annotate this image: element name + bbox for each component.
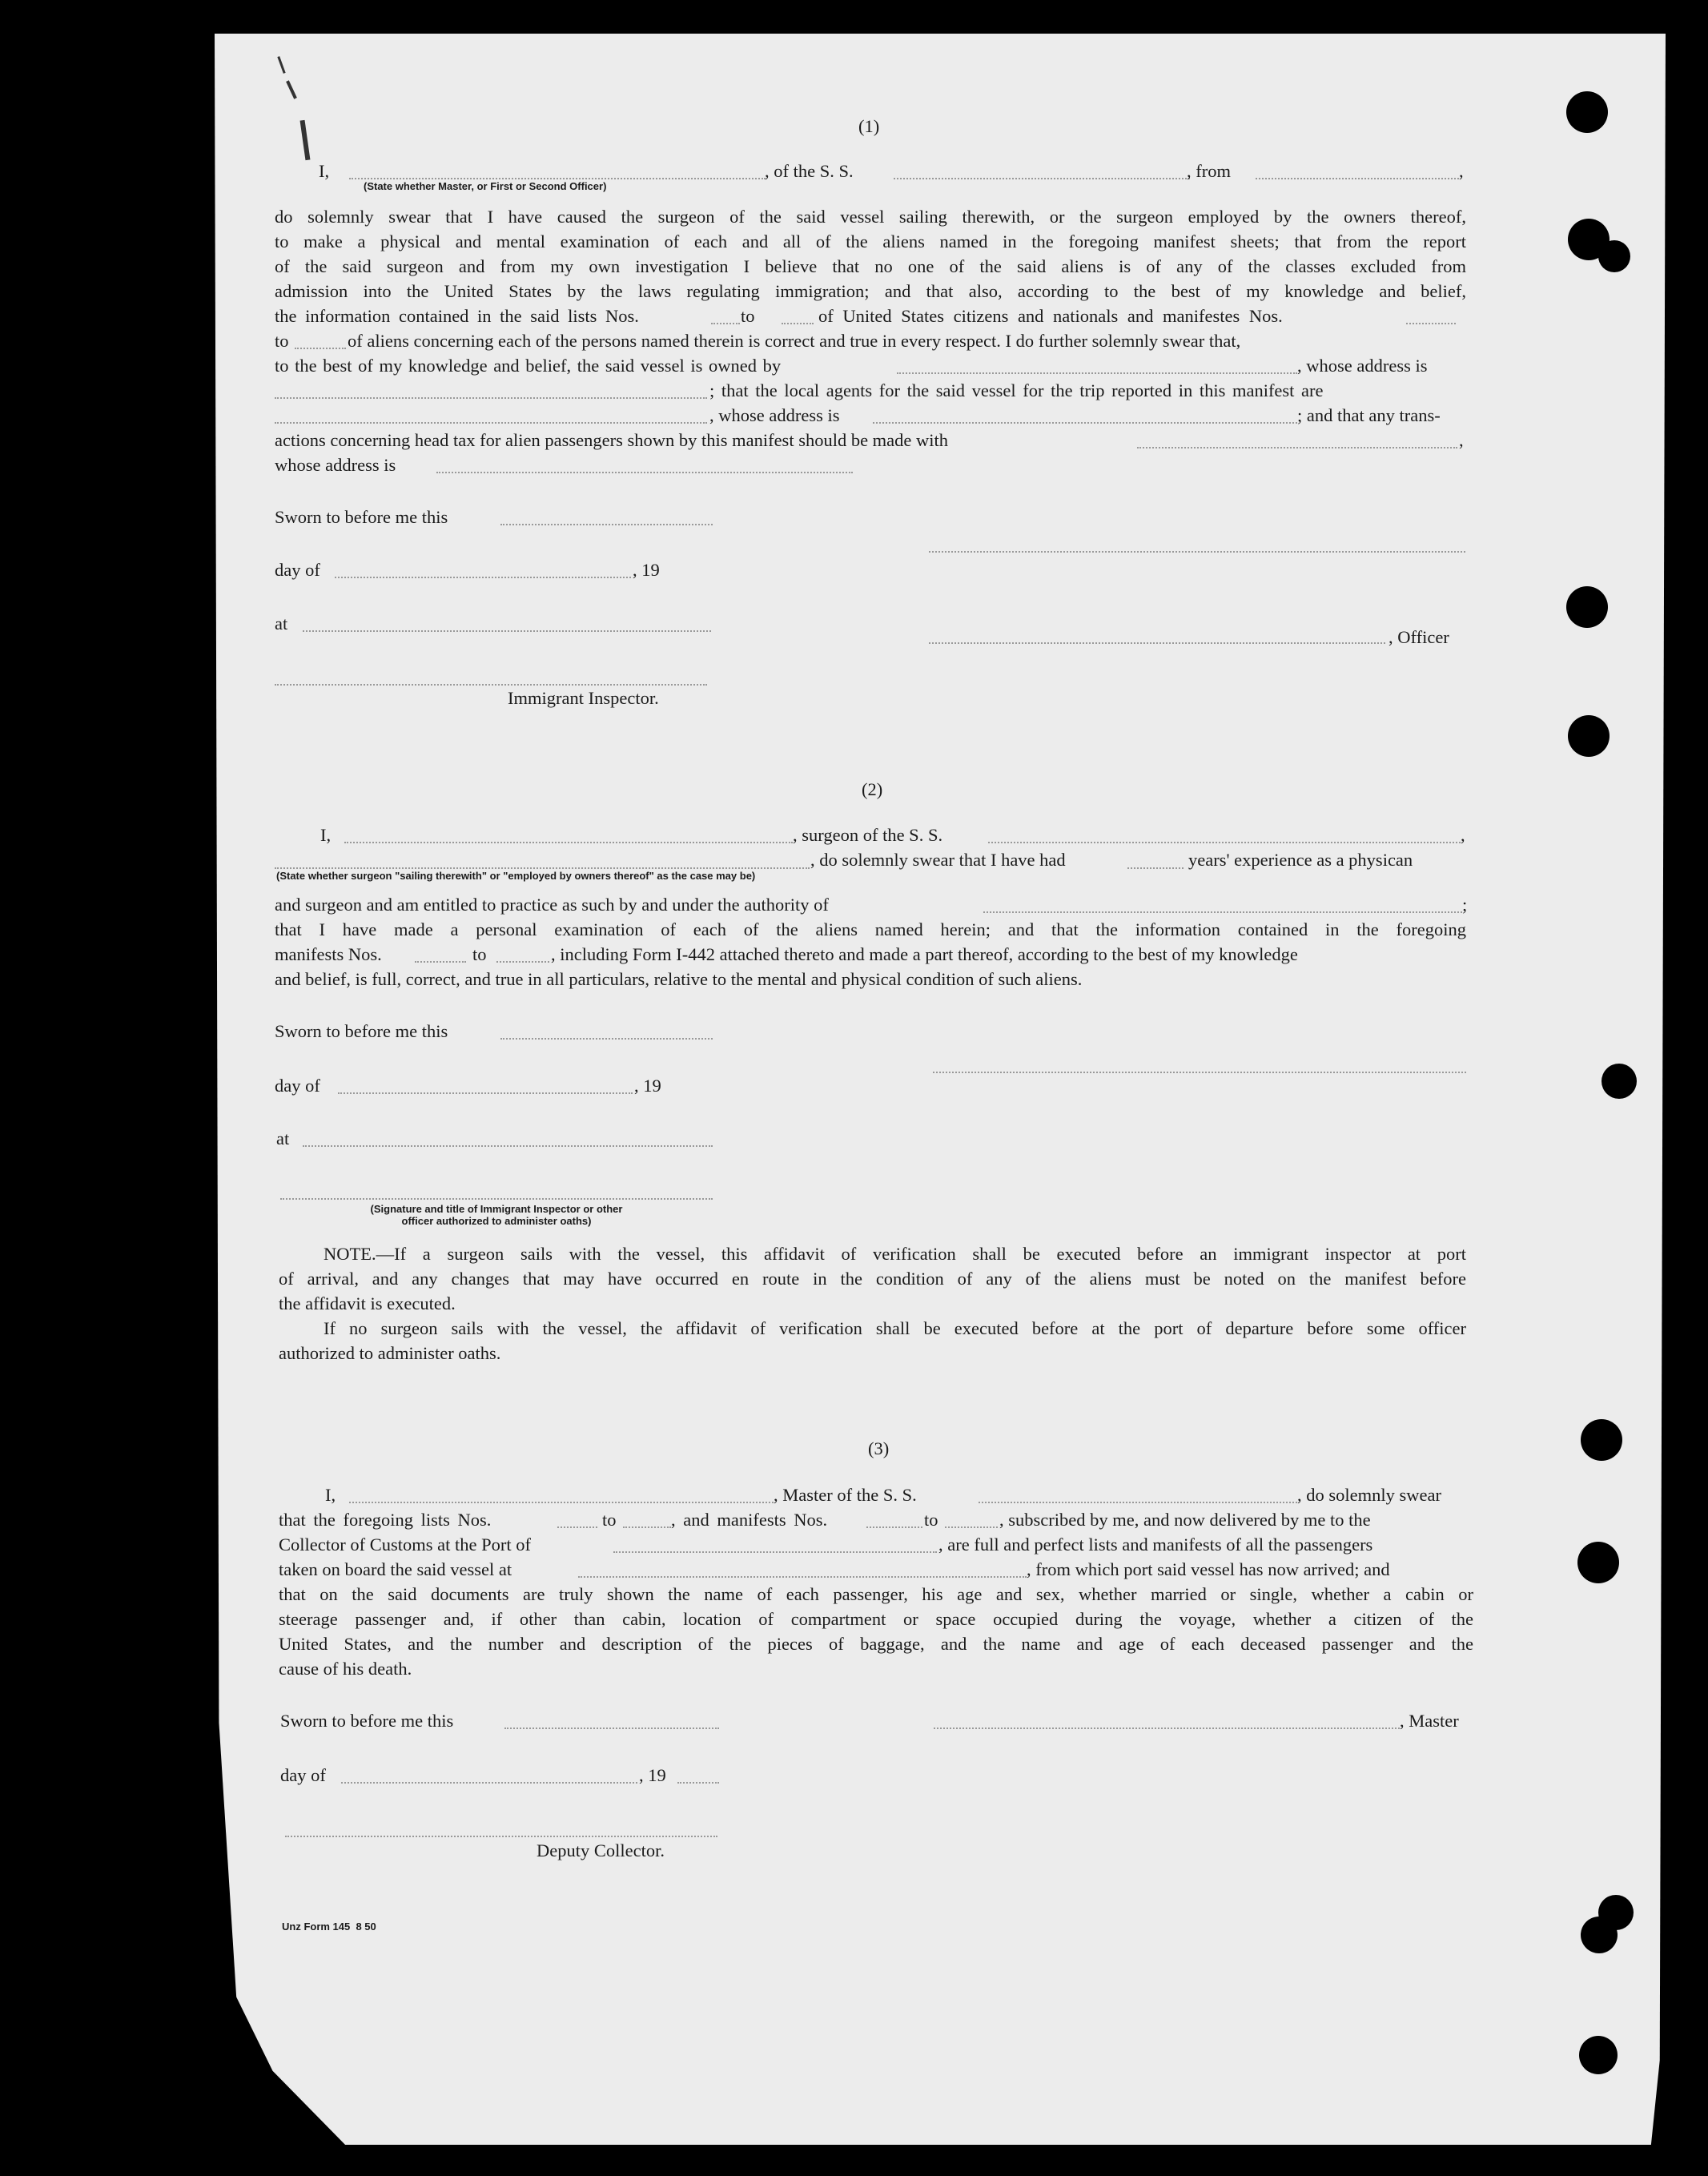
s1-sworn: Sworn to before me this [275, 507, 448, 527]
s3-l2d: to [924, 1510, 938, 1530]
note-line: If no surgeon sails with the vessel, the affidavit of verification shall be executed before at the port of departure before some officer [324, 1318, 1466, 1338]
s1-l7a: to the best of my knowledge and belief, the said vessel is owned by [275, 356, 782, 376]
s3-body-line: United States, and the number and description of the pieces of baggage, and the name and age of each deceased passenger and the [279, 1634, 1473, 1654]
blank-signature[interactable] [929, 549, 1465, 553]
s3-l3a: Collector of Customs at the Port of [279, 1534, 531, 1555]
s3-l3b: , are full and perfect lists and manifests of all the passengers [938, 1534, 1373, 1555]
s1-at: at [275, 613, 288, 633]
blank-place[interactable] [303, 629, 711, 632]
s3-l1a: I, [325, 1485, 336, 1505]
blank-head-tax-party[interactable] [1137, 445, 1457, 448]
s1-l9b: ; and that any trans- [1297, 405, 1441, 425]
s2-dayof: day of [275, 1076, 320, 1096]
note-line: the affidavit is executed. [279, 1293, 456, 1313]
blank-owner[interactable] [897, 371, 1297, 374]
blank-agent-address[interactable] [873, 420, 1297, 424]
blank-surgeon-capacity[interactable] [275, 866, 810, 869]
s3-l1b: , Master of the S. S. [774, 1485, 917, 1505]
blank-departure-port[interactable] [578, 1575, 1027, 1578]
punch-hole [1566, 586, 1608, 628]
note-line: NOTE.—If a surgeon sails with the vessel, this affidavit of verification shall be executed before an immigrant inspector at port [324, 1244, 1466, 1264]
s1-l5b: to [741, 306, 755, 326]
blank-master-ship[interactable] [979, 1500, 1297, 1503]
blank-customs-port[interactable] [613, 1550, 937, 1553]
blank-master-name[interactable] [349, 1500, 774, 1503]
s1-body-line: of the said surgeon and from my own investigation I believe that no one of the said aliens is of any of the classes excluded from [275, 256, 1466, 276]
blank-officer-name[interactable] [349, 176, 766, 179]
punch-hole [1581, 1419, 1622, 1461]
s1-l6a: to [275, 331, 289, 351]
s3-l2e: , subscribed by me, and now delivered by me to the [999, 1510, 1371, 1530]
blank-lists-from[interactable] [557, 1525, 597, 1528]
s3-l2b: to [602, 1510, 617, 1530]
blank-ship-name[interactable] [894, 176, 1190, 179]
blank-list-to[interactable] [782, 321, 814, 324]
s3-body-line: cause of his death. [279, 1659, 412, 1679]
blank-manifest-from[interactable] [1406, 321, 1456, 324]
s1-l11: whose address is [275, 455, 396, 475]
s2-l2b: years' experience as a physican [1188, 850, 1413, 870]
blank-place[interactable] [303, 1144, 713, 1147]
s1-dayof: day of [275, 560, 320, 580]
section3-heading: (3) [868, 1438, 890, 1458]
s1-l5c: of United States citizens and nationals and manifestes Nos. [818, 306, 1283, 326]
section2-heading: (2) [862, 779, 883, 799]
blank-sworn-day[interactable] [504, 1726, 719, 1729]
s2-l6: and belief, is full, correct, and true in all particulars, relative to the mental and physical condition of such aliens. [275, 969, 1083, 989]
s3-body-line: that on the said documents are truly shown the name of each passenger, his age and sex, whether married or single, whether a cabin or [279, 1584, 1473, 1604]
s3-l1c: , do solemnly swear [1297, 1485, 1441, 1505]
blank-from-port[interactable] [1256, 176, 1459, 179]
punch-hole [1568, 715, 1610, 757]
blank-year[interactable] [677, 1780, 719, 1784]
blank-manifest-to[interactable] [295, 346, 346, 349]
s2-l5c: , including Form I-442 attached thereto and made a part thereof, according to the best of my knowledge [551, 944, 1298, 964]
punch-hole [1579, 2036, 1618, 2074]
s1-I: I, [319, 161, 330, 181]
s1-of-ss: , of the S. S. [765, 161, 854, 181]
s1-l8: ; that the local agents for the said vessel for the trip reported in this manifest are [709, 380, 1324, 400]
s2-l5a: manifests Nos. [275, 944, 382, 964]
blank-surgeon-ship[interactable] [988, 840, 1461, 843]
blank-manifest-to[interactable] [496, 959, 549, 963]
punch-hole [1577, 1542, 1619, 1583]
punch-hole [1566, 91, 1608, 133]
sig-note-1: (Signature and title of Immigrant Inspector or other [370, 1203, 623, 1215]
s1-body-line: do solemnly swear that I have caused the surgeon of the said vessel sailing therewith, or the surgeon employed by the owners thereof, [275, 207, 1466, 227]
s1-from: , from [1187, 161, 1231, 181]
blank-sworn-day[interactable] [500, 1036, 713, 1040]
s2-l1a: I, [320, 825, 332, 845]
form-number: Unz Form 145 8 50 [282, 1921, 376, 1933]
s3-body-line: steerage passenger and, if other than cabin, location of compartment or space occupied during the voyage, whether a citizen of the [279, 1609, 1473, 1629]
s2-sworn: Sworn to before me this [275, 1021, 448, 1041]
s1-l5a: the information contained in the said lists Nos. [275, 306, 639, 326]
s2-l4: that I have made a personal examination of each of the aliens named herein; and that the information contained in the foregoing [275, 919, 1466, 939]
blank-month[interactable] [335, 575, 631, 578]
note-line: of arrival, and any changes that may have occurred en route in the condition of any of the aliens must be noted on the manifest before [279, 1269, 1466, 1289]
s3-year: , 19 [639, 1765, 666, 1785]
s1-officer: , Officer [1389, 627, 1449, 647]
blank-manifests-to[interactable] [945, 1525, 998, 1528]
blank-lists-to[interactable] [623, 1525, 671, 1528]
s3-deputy: Deputy Collector. [537, 1840, 665, 1860]
blank-head-tax-address[interactable] [436, 470, 853, 473]
s1-year: , 19 [633, 560, 660, 580]
blank-sworn-day[interactable] [500, 522, 713, 525]
blank-owner-address[interactable] [275, 396, 707, 399]
s3-l4a: taken on board the said vessel at [279, 1559, 512, 1579]
blank-surgeon-signature[interactable] [933, 1070, 1466, 1073]
s3-dayof: day of [280, 1765, 326, 1785]
s2-l3b: ; [1462, 895, 1468, 915]
s3-l2a: that the foregoing lists Nos. [279, 1510, 492, 1530]
s2-at: at [276, 1128, 290, 1148]
s1-body-line: to make a physical and mental examination of each and all of the aliens named in the foregoing manifest sheets; that from the report [275, 231, 1466, 251]
s2-l3a: and surgeon and am entitled to practice as such by and under the authority of [275, 895, 829, 915]
s1-l10b: , [1459, 430, 1464, 450]
punch-hole [1598, 240, 1630, 272]
blank-officer-sig[interactable] [929, 641, 1385, 644]
blank-manifests-from[interactable] [866, 1525, 922, 1528]
s2-l2a: , do solemnly swear that I have had [810, 850, 1066, 870]
punch-hole [1602, 1064, 1637, 1099]
blank-manifest-from[interactable] [415, 959, 466, 963]
blank-surgeon-name[interactable] [344, 840, 793, 843]
s3-l2c: , and manifests Nos. [671, 1510, 828, 1530]
blank-local-agents[interactable] [275, 420, 707, 424]
s1-l6b: of aliens concerning each of the persons named therein is correct and true in every respect. I do further solemnly swear that, [348, 331, 1241, 351]
surgeon-note: (State whether surgeon "sailing therewith" or "employed by owners thereof" as the case may be) [276, 870, 756, 882]
s1-inspector: Immigrant Inspector. [508, 688, 659, 708]
s2-l1b: , surgeon of the S. S. [793, 825, 943, 845]
s1-l7b: , whose address is [1297, 356, 1428, 376]
s2-year: , 19 [634, 1076, 661, 1096]
blank-deputy-sig[interactable] [285, 1834, 717, 1837]
s1-l9a: , whose address is [709, 405, 840, 425]
s2-l5b: to [472, 944, 487, 964]
blank-list-from[interactable] [711, 321, 740, 324]
blank-master-signature[interactable] [934, 1726, 1400, 1729]
blank-authority[interactable] [983, 910, 1462, 913]
punch-hole [1581, 1917, 1618, 1953]
s3-sworn: Sworn to before me this [280, 1711, 454, 1731]
s1-l10a: actions concerning head tax for alien passengers shown by this manifest should be made with [275, 430, 949, 450]
s1-comma: , [1459, 161, 1464, 181]
s3-master: , Master [1400, 1711, 1459, 1731]
blank-month[interactable] [338, 1091, 633, 1094]
note-line: authorized to administer oaths. [279, 1343, 501, 1363]
blank-inspector-sig[interactable] [280, 1197, 713, 1200]
blank-month[interactable] [341, 1780, 637, 1784]
s3-l4b: , from which port said vessel has now arrived; and [1027, 1559, 1390, 1579]
s2-l1c: , [1461, 825, 1465, 845]
blank-years[interactable] [1127, 866, 1184, 869]
s1-body-line: admission into the United States by the laws regulating immigration; and that also, according to the best of my knowledge and belief, [275, 281, 1466, 301]
section1-heading: (1) [858, 116, 880, 136]
officer-note: (State whether Master, or First or Second Officer) [364, 180, 607, 192]
sig-note-2: officer authorized to administer oaths) [401, 1215, 592, 1227]
